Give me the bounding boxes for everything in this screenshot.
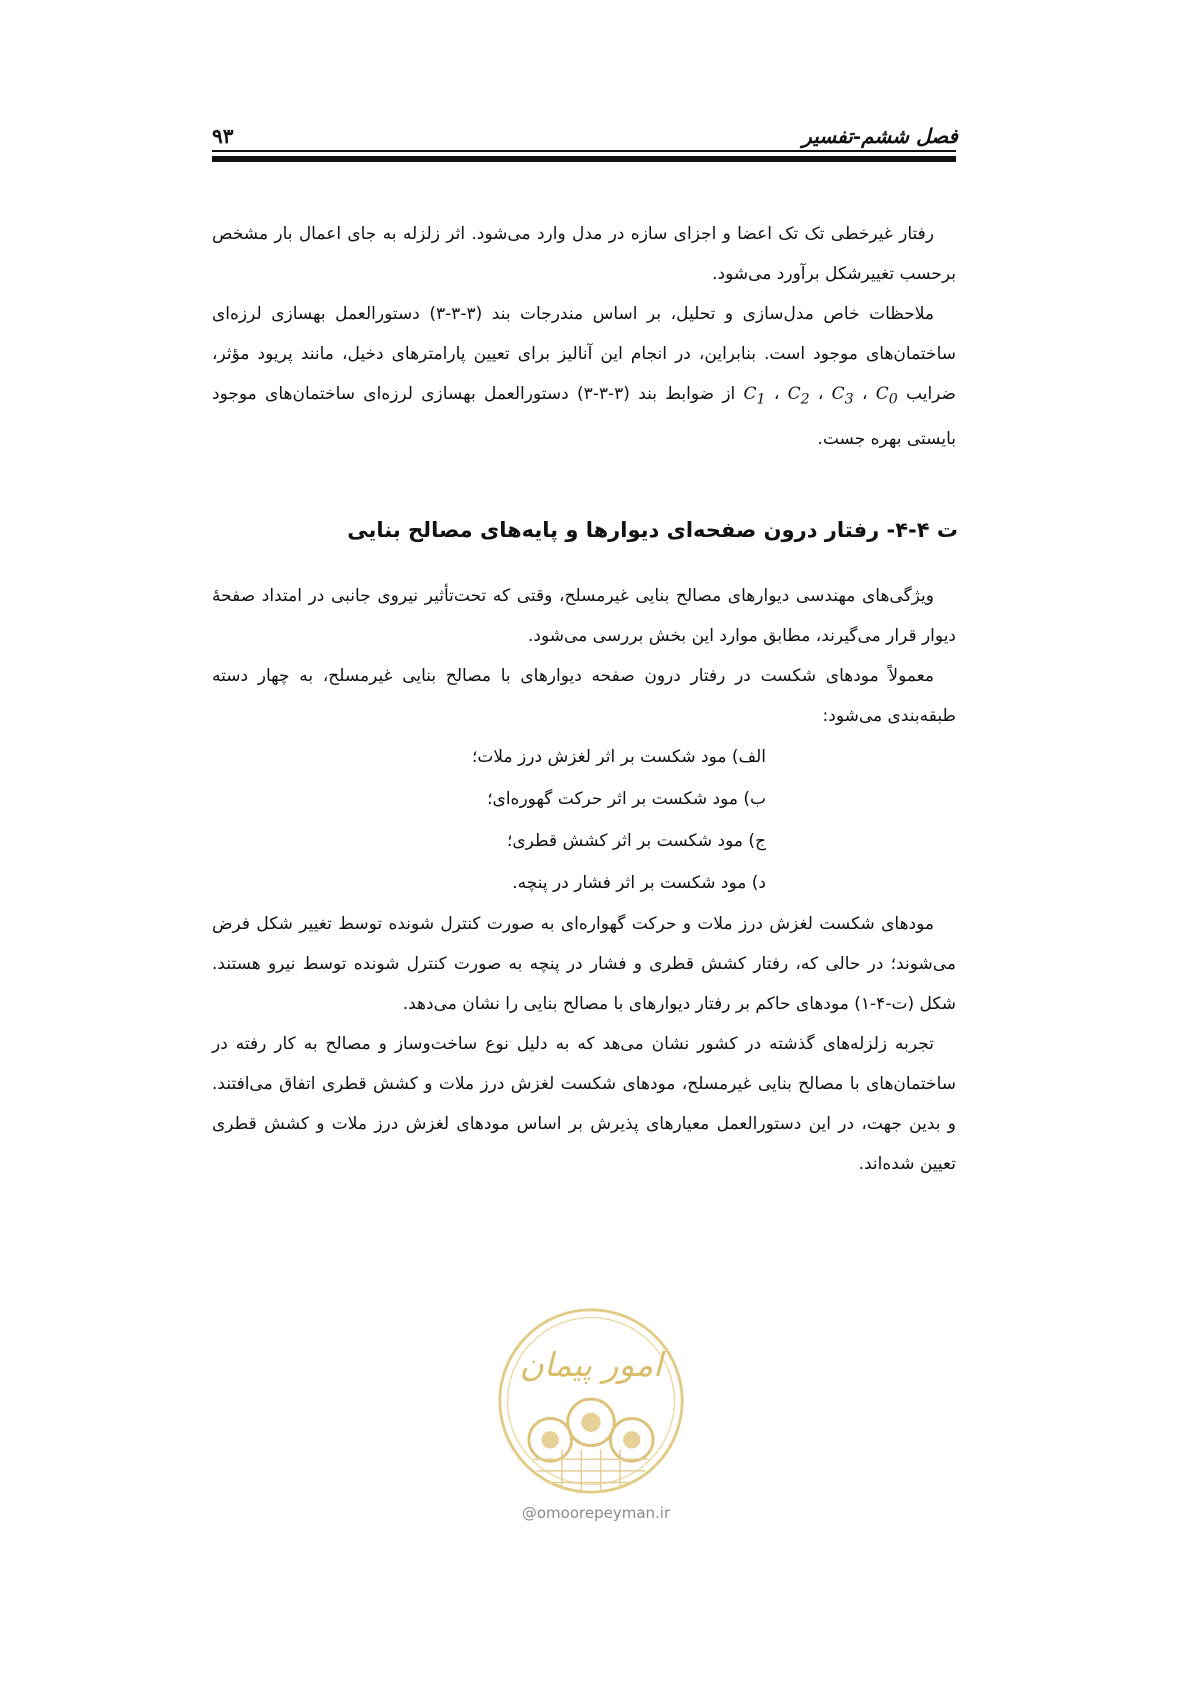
coeff-c3: $C_3$ xyxy=(831,384,854,408)
header-rule-thin xyxy=(212,150,956,152)
paragraph: معمولاً مودهای شکست در رفتار درون صفحه دیوارهای با مصالح بنایی غیرمسلح، به چهار دسته طبقه‌بندی می‌شود: xyxy=(212,666,956,726)
paragraph: مودهای شکست لغزش درز ملات و حرکت گهواره‌ای به صورت کنترل شونده توسط تغییر شکل فرض می‌شوند؛ در حالی که، رفتار کشش قطری و فشار در پنچه به صورت کنترل شونده توسط نیرو هستند. شکل (ت-۴-۱) مودهای حاکم بر رفتار دیوارهای با مصالح بنایی را نشان می‌دهد. xyxy=(212,914,956,1014)
intro-text xyxy=(212,214,956,459)
coeff-c0: $C_0$ xyxy=(875,384,898,408)
header-rule-thick xyxy=(212,156,956,162)
list-item: ج) مود شکست بر اثر کشش قطری؛ xyxy=(506,831,766,851)
paragraph: رفتار غیرخطی تک تک اعضا و اجزای سازه در مدل وارد می‌شود. اثر زلزله به جای اعمال بار مشخص برحسب تغییرشکل برآورد می‌شود. xyxy=(212,224,956,284)
coeff-subscript: 3 xyxy=(844,391,854,408)
coeff-separator: ، xyxy=(861,384,868,404)
section-heading: ت ۴-۴- رفتار درون صفحه‌ای دیوارها و پایه‌های مصالح بنایی xyxy=(347,518,958,542)
omoorepeyman-logo xyxy=(494,1304,688,1498)
coeff-c2: $C_2$ xyxy=(787,384,810,408)
paragraph xyxy=(212,294,956,459)
paragraph: ویژگی‌های مهندسی دیوارهای مصالح بنایی غیرمسلح، وقتی که تحت‌تأثیر نیروی جانبی در امتداد صفحهٔ دیوار قرار می‌گیرند، مطابق موارد این بخش بررسی می‌شود. xyxy=(212,586,956,646)
list-item: الف) مود شکست بر اثر لغزش درز ملات؛ xyxy=(471,747,766,767)
coeff-suffix: از ضوابط بند (۳-۳-۳) دستورالعمل بهسازی لرزه‌ای ساختمان‌های موجود بایستی بهره جست. xyxy=(212,384,956,450)
list-item: ب) مود شکست بر اثر حرکت گهوره‌ای؛ xyxy=(487,789,766,809)
coeff-prefix: ضرایب xyxy=(906,384,956,404)
coeff-separator: ، xyxy=(773,384,780,404)
page-number: ۹۳ xyxy=(212,124,234,148)
paragraph-text: ملاحظات خاص مدل‌سازی و تحلیل، بر اساس مندرجات بند (۳-۳-۳) دستورالعمل بهسازی لرزه‌ای ساختمان‌های موجود است. بنابراین، در انجام این آنالیز برای تعیین پارامترهای دخیل، مانند پریود مؤثر، xyxy=(212,304,956,364)
coeff-subscript: 0 xyxy=(888,391,898,408)
paragraph: تجربه زلزله‌های گذشته در کشور نشان می‌هد که به دلیل نوع ساخت‌وساز و مصالح به کار رفته در ساختمان‌های با مصالح بنایی غیرمسلح، مودهای شکست لغزش درز ملات و کشش قطری اتفاق می‌افتند. و بدین جهت، در این دستورالعمل معیارهای پذیرش بر اساس مودهای لغزش درز ملات و کشش قطری تعیین شده‌اند. xyxy=(212,1034,956,1174)
logo-script: امور پیمان xyxy=(519,1344,663,1384)
chapter-title: فصل ششم-تفسیر xyxy=(802,124,958,148)
failure-mode-list xyxy=(212,736,766,904)
section-text xyxy=(212,576,956,1184)
coeff-subscript: 1 xyxy=(756,391,766,408)
logo-caption: @omoorepeyman.ir xyxy=(521,1504,671,1522)
list-item: د) مود شکست بر اثر فشار در پنچه. xyxy=(512,873,766,893)
coeff-c1: $C_1$ xyxy=(743,384,766,408)
coeff-subscript: 2 xyxy=(800,391,810,408)
coeff-separator: ، xyxy=(817,384,824,404)
